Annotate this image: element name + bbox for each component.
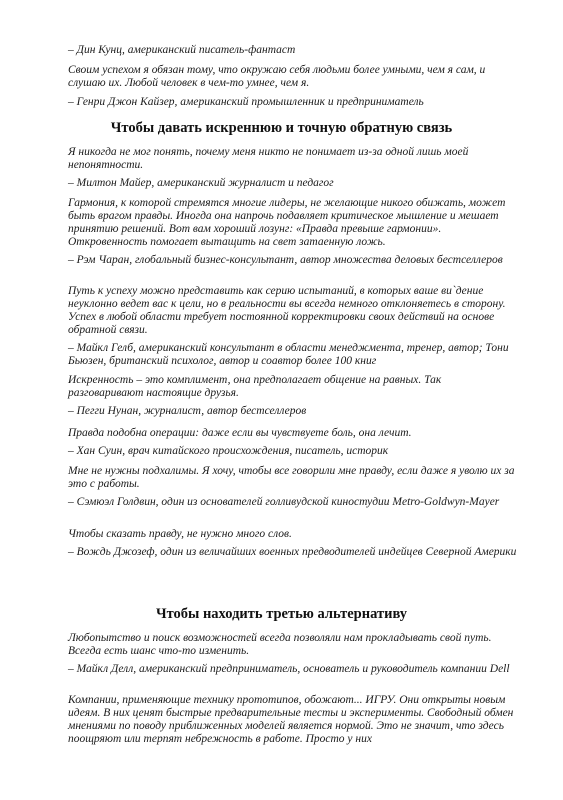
quote-prototypes: Компании, применяющие технику прототипов, обожают... ИГРУ. Они открыты новым идеям. В них ценят быстрые предварительные тесты и эксперименты. Свободный обмен мнениями по поводу приближенных моделей является нормой. Это не значит, что здесь поощряют или терпят небрежность в работе. Просто у них	[68, 694, 514, 745]
quote-kaiser: Своим успехом я обязан тому, что окружаю себя людьми более умными, чем я сам, и слушаю их. Любой человек в чем-то умнее, чем я.	[68, 64, 486, 89]
attribution-goldwyn: – Сэмюэл Голдвин, один из основателей голливудской киностудии Metro-Goldwyn-Mayer	[68, 496, 500, 508]
attribution-noonan: – Пегги Нунан, журналист, автор бестселлеров	[68, 405, 307, 417]
attribution-mayer: – Милтон Майер, американский журналист и педагог	[68, 177, 334, 189]
quote-gelb-buzan: Путь к успеху можно представить как серию испытаний, в которых ваше ви`дение неуклонно ведет вас к цели, но в реальности вы всегда немного отклоняетесь в сторону. Успех в любой области требует постоянной корректировки своих действий на основе обратной связи.	[68, 285, 506, 336]
attribution-chief-joseph: – Вождь Джозеф, один из величайших военных предводителей индейцев Северной Америки	[68, 546, 517, 558]
attribution-charan: – Рэм Чаран, глобальный бизнес-консультант, автор множества деловых бестселлеров	[68, 254, 503, 266]
section-heading-feedback: Чтобы давать искреннюю и точную обратную связь	[110, 120, 453, 136]
attribution-gelb-buzan: – Майкл Гелб, американский консультант в области менеджмента, тренер, автор; Тони Бьюзен, британский психолог, автор и соавтор более 100 книг	[68, 342, 509, 367]
quote-dell: Любопытство и поиск возможностей всегда позволяли нам прокладывать свой путь. Всегда есть шанс что-то изменить.	[68, 632, 492, 657]
quote-noonan: Искренность – это комплимент, она предполагает общение на равных. Так разговаривают настоящие друзья.	[68, 374, 442, 399]
attribution-kaiser: – Генри Джон Кайзер, американский промышленник и предприниматель	[68, 96, 424, 108]
attribution-dell: – Майкл Делл, американский предприниматель, основатель и руководитель компании Dell	[68, 663, 510, 675]
quote-mayer: Я никогда не мог понять, почему меня никто не понимает из-за одной лишь моей непонятности.	[68, 146, 469, 171]
quote-han-suyin: Правда подобна операции: даже если вы чувствуете боль, она лечит.	[68, 427, 412, 439]
quote-chief-joseph: Чтобы сказать правду, не нужно много слов.	[68, 528, 292, 540]
quote-goldwyn: Мне не нужны подхалимы. Я хочу, чтобы все говорили мне правду, если даже я уволю их за это с работы.	[68, 465, 515, 490]
section-heading-third-alternative: Чтобы находить третью альтернативу	[155, 606, 408, 622]
attribution-kunz: – Дин Кунц, американский писатель-фантаст	[68, 44, 296, 56]
attribution-han-suyin: – Хан Суин, врач китайского происхождения, писатель, историк	[68, 445, 389, 457]
quote-charan: Гармония, к которой стремятся многие лидеры, не желающие никого обижать, может быть врагом правды. Иногда она напрочь подавляет критическое мышление и мешает принятию решений. Вот вам хороший лозунг: «Правда превыше гармонии». Откровенность помогает вытащить на свет затаенную ложь.	[68, 197, 506, 248]
